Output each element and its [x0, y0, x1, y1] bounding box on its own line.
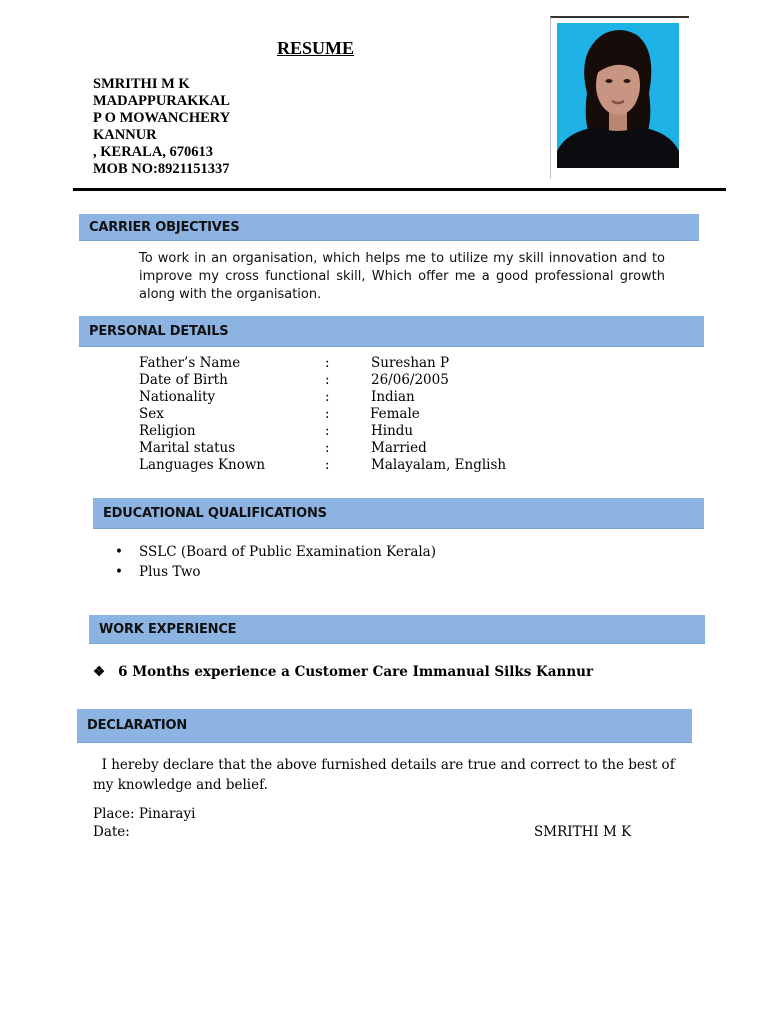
signature-name: SMRITHI M K	[534, 824, 632, 840]
pd-value: Malayalam, English	[371, 457, 507, 473]
bullet-icon: •	[115, 564, 123, 580]
pd-value: Hindu	[371, 423, 414, 439]
diamond-bullet-icon: ❖	[93, 664, 106, 680]
list-item	[115, 562, 436, 582]
section-heading-education: EDUCATIONAL QUALIFICATIONS	[93, 498, 704, 529]
pd-label: Languages Known	[139, 457, 266, 473]
pd-label: Marital status	[139, 440, 236, 456]
pd-colon: :	[325, 389, 330, 405]
education-item-text: Plus Two	[139, 564, 201, 580]
pd-value: 26/06/2005	[371, 372, 449, 388]
section-heading-declaration: DECLARATION	[77, 709, 692, 743]
section-heading-personal: PERSONAL DETAILS	[79, 316, 704, 347]
pd-colon: :	[325, 423, 330, 439]
place-line: Place: Pinarayi	[93, 806, 196, 822]
address-line: , KERALA, 670613	[93, 144, 214, 160]
education-item-text: SSLC (Board of Public Examination Kerala)	[139, 544, 436, 560]
address-line: KANNUR	[93, 127, 157, 143]
pd-label: Date of Birth	[139, 372, 228, 388]
address-block	[93, 76, 230, 178]
mobile-number: MOB NO:8921151337	[93, 161, 230, 177]
address-line: P O MOWANCHERY	[93, 110, 231, 126]
education-list	[115, 542, 436, 582]
pd-colon: :	[325, 355, 330, 371]
header-divider	[73, 188, 726, 191]
pd-value: Indian	[371, 389, 415, 405]
work-experience-text: 6 Months experience a Customer Care Immanual Silks Kannur	[118, 664, 594, 680]
pd-label: Nationality	[139, 389, 216, 405]
work-experience-item	[93, 664, 593, 680]
address-line: MADAPPURAKKAL	[93, 93, 230, 109]
bullet-icon: •	[115, 544, 123, 560]
pd-colon: :	[325, 457, 330, 473]
pd-label: Father’s Name	[139, 355, 241, 371]
pd-value: Married	[371, 440, 427, 456]
pd-value: Sureshan P	[371, 355, 450, 371]
declaration-sentence: I hereby declare that the above furnished details are true and correct to the best of my knowledge and belief.	[93, 757, 675, 793]
date-line: Date:	[93, 824, 130, 840]
pd-colon: :	[325, 440, 330, 456]
list-item	[115, 542, 436, 562]
pd-colon: :	[325, 406, 330, 422]
pd-value: Female	[370, 406, 420, 422]
applicant-name: SMRITHI M K	[93, 76, 190, 92]
pd-colon: :	[325, 372, 330, 388]
pd-label: Sex	[139, 406, 164, 422]
objective-text: To work in an organisation, which helps me to utilize my skill innovation and to improve my cross functional skill, Which offer me a good professional growth along with the organisation.	[139, 251, 665, 302]
section-heading-objectives: CARRIER OBJECTIVES	[79, 214, 699, 241]
pd-label: Religion	[139, 423, 196, 439]
section-heading-work: WORK EXPERIENCE	[89, 615, 705, 644]
declaration-text	[93, 755, 683, 795]
resume-title: RESUME	[277, 38, 355, 58]
profile-photo	[557, 23, 679, 168]
